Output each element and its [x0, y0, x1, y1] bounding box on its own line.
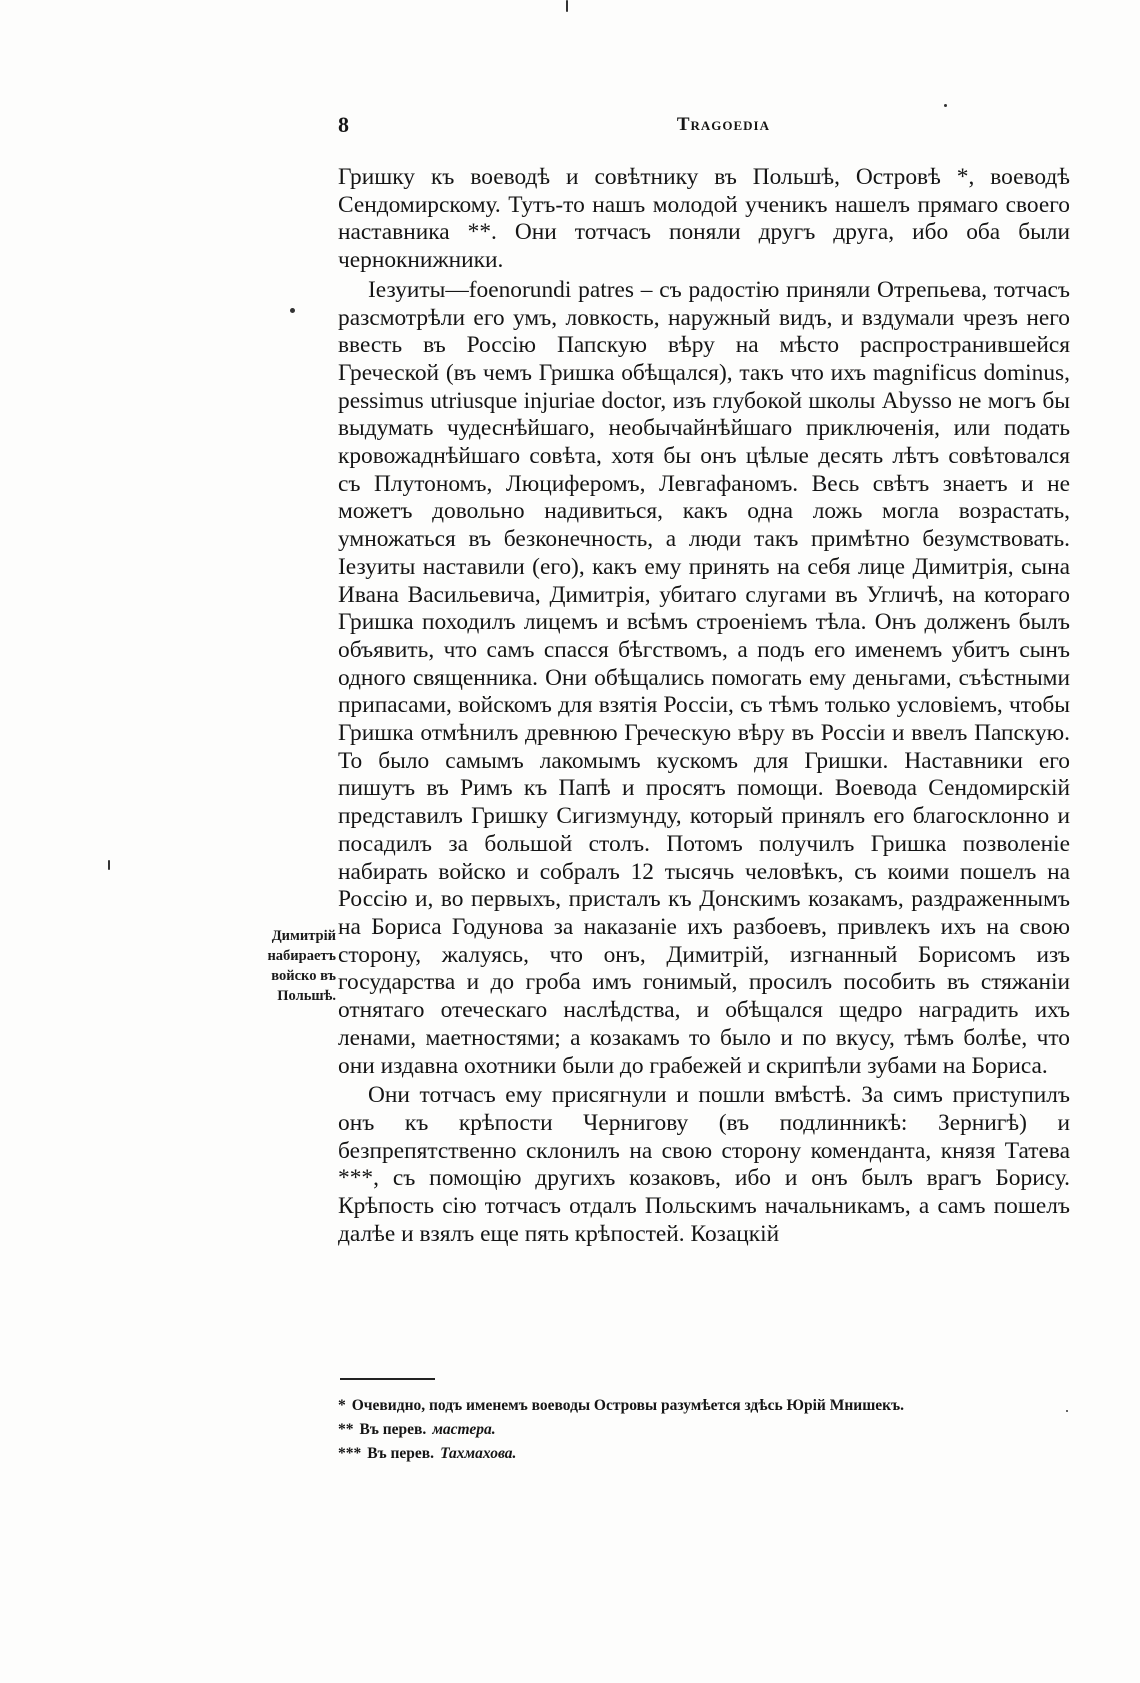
margin-note-line: войско въ [271, 968, 336, 984]
footnote-italic: Тахмахова. [440, 1445, 517, 1462]
margin-note-line: Польшѣ. [277, 988, 336, 1004]
scan-speck [290, 308, 295, 313]
footnote-2 [338, 1418, 1078, 1442]
scan-speck [944, 104, 947, 107]
footnote-marker: * [338, 1397, 346, 1414]
paragraph-chernigov: Они тотчасъ ему присягнули и пошли вмѣстѣ. За симъ приступилъ онъ къ крѣпости Чернигову (въ подлинникѣ: Зернигѣ) и безпрепятственно склонилъ на свою сторону коменданта, князя Татева ***, съ помощію другихъ козаковъ, ибо и онъ былъ врагъ Борису. Крѣпость сію тотчасъ отдалъ Польскимъ начальникамъ, а самъ пошелъ далѣе и взялъ еще пять крѣпостей. Козацкій [338, 1082, 1070, 1247]
footnote-text: Въ перев. [359, 1421, 427, 1438]
scan-speck [1066, 1410, 1068, 1412]
paragraph-jesuits: Іезуиты—foenorundi patres – съ радостію приняли Отрепьева, тотчасъ разсмотрѣли его умъ, ловкость, наружный видъ, и вздумали чрезъ него ввесть въ Россію Папскую вѣру на мѣсто распространившейся Греческой (въ чемъ Гришка обѣщался), такъ что ихъ magnificus dominus, pessimus utriusque injuriae doctor, изъ глубокой школы Abysso не могъ бы выдумать чудеснѣйшаго, необычайнѣйшаго приключенія, или подать кровожаднѣйшаго совѣта, хотя бы онъ цѣлые десять лѣтъ совѣтовался съ Плутономъ, Люциферомъ, Левгафаномъ. Весь свѣтъ знаетъ и не можетъ довольно надивиться, какъ одна ложь могла возрастать, умножаться въ безконечность, а люди такъ примѣтно безумствовать. Іезуиты наставили (его), какъ ему принять на себя лице Димитрія, сына Ивана Васильевича, Димитрія, убитаго слугами въ Угличѣ, на котораго Гришка походилъ лицемъ и всѣмъ строеніемъ тѣла. Онъ долженъ былъ объявить, что самъ спасся бѣгствомъ, а подъ его именемъ убитъ сынъ одного священника. Они обѣщались помогать ему деньгами, съѣстными припасами, войскомъ для взятія Россіи, съ тѣмъ только условіемъ, чтобы Гришка отмѣнилъ древнюю Греческую вѣру въ Россіи и ввелъ Папскую. То было самымъ лакомымъ кускомъ для Гришки. Наставники его пишутъ въ Римъ къ Папѣ и просятъ помощи. Воевода Сендомирскій представилъ Гришку Сигизмунду, который принялъ его благосклонно и посадилъ за большой столъ. Потомъ получилъ Гришка позволеніе набирать войско и собралъ 12 тысячь человѣкъ, съ коими пошелъ на Россію и, во первыхъ, присталъ къ Донскимъ козакамъ, раздраженнымъ на Бориса Годунова за наказаніе ихъ разбоевъ, привлекъ ихъ на свою сторону, жалуясь, что онъ, Димитрій, изгнанный Борисомъ изъ государства и до гроба имъ гонимый, просилъ пособить въ стяжаніи отнятаго отеческаго наслѣдства, и обѣщался щедро наградить ихъ ленами, маетностями; а козакамъ то было и по вкусу, тѣмъ болѣе, что они издавна охотники были до грабежей и скрипѣли зубами на Бориса. [338, 276, 1070, 1079]
footnote-separator [340, 1378, 435, 1380]
footnote-1 [338, 1394, 1078, 1418]
footnote-text: Въ перев. [367, 1445, 435, 1462]
paragraph-continuation: Гришку къ воеводѣ и совѣтнику въ Польшѣ, Островѣ *, воеводѣ Сендомирскому. Тутъ-то нашъ молодой ученикъ нашелъ прямаго своего наставника **. Они тотчасъ поняли другъ друга, ибо оба были чернокнижники. [338, 164, 1070, 274]
footnote-marker: ** [338, 1421, 354, 1438]
margin-note [236, 926, 336, 1006]
footnote-italic: мастера. [432, 1421, 496, 1438]
footnote-marker: *** [338, 1445, 362, 1462]
footnote-text: Очевидно, подъ именемъ воеводы Островы разумѣется здѣсь Юрій Мнишекъ. [351, 1397, 905, 1414]
page-number: 8 [338, 112, 349, 137]
margin-note-line: Димитрій [271, 928, 336, 944]
footnotes [338, 1394, 1078, 1466]
page-header [338, 112, 770, 142]
margin-note-line: набираетъ [267, 948, 336, 964]
main-text [338, 164, 1070, 1248]
scan-speck [108, 860, 110, 870]
running-head: Tragoedia [676, 114, 770, 135]
scan-speck [566, 0, 568, 12]
footnote-3 [338, 1442, 1078, 1466]
